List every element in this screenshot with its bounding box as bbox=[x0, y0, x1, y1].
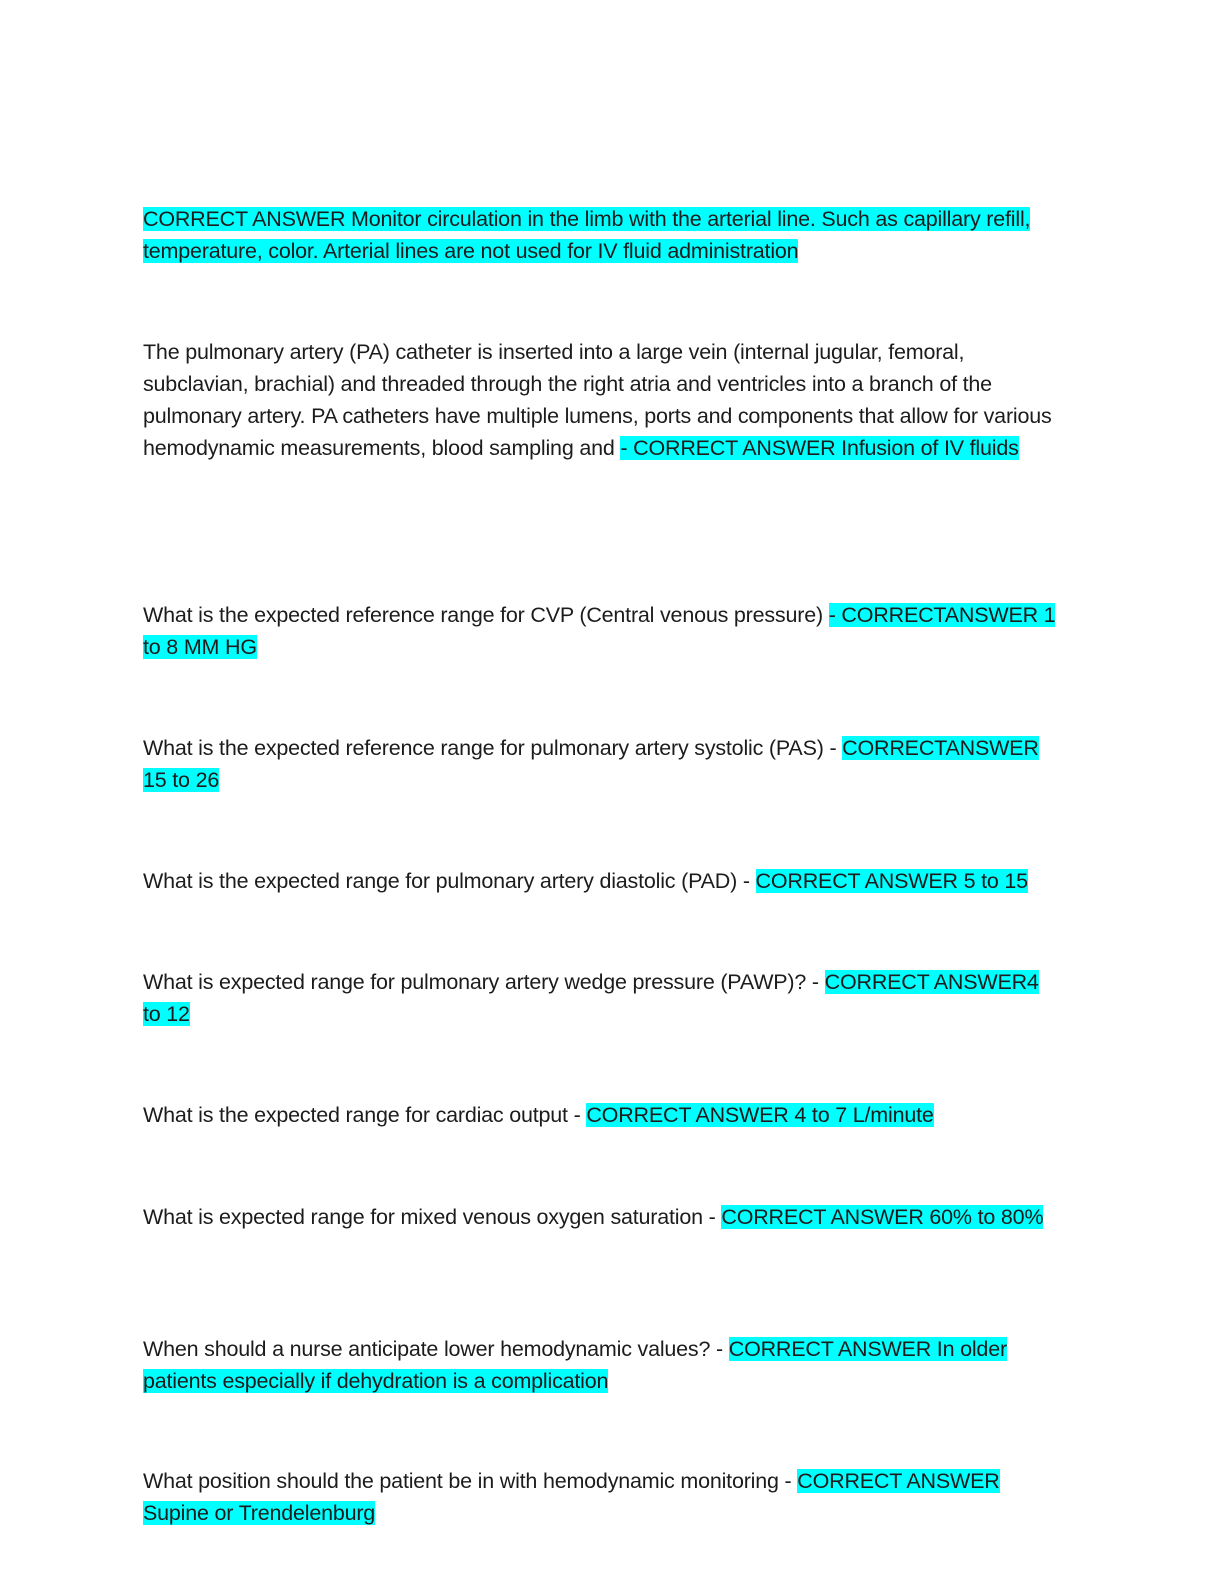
question-text: The pulmonary artery (PA) catheter is inserted into a large vein (internal jugular, femoral, subclavian, brachial) and threaded through the right atria and ventricles into a branch of the pulmonary artery. PA catheters have multiple lumens, ports and components that allow for various hemodynamic measurements, blood sampling and bbox=[143, 340, 1052, 460]
answer-highlight: CORRECT ANSWER In older patients especially if dehydration is a complication bbox=[143, 1337, 1007, 1393]
answer-highlight: CORRECT ANSWER 4 to 7 L/minute bbox=[586, 1103, 934, 1127]
question-text: What is the expected reference range for CVP (Central venous pressure) bbox=[143, 603, 829, 627]
qa-entry-8 bbox=[143, 1201, 1058, 1233]
question-text: When should a nurse anticipate lower hemodynamic values? - bbox=[143, 1337, 729, 1361]
qa-entry-1 bbox=[143, 203, 1058, 267]
answer-highlight: CORRECT ANSWER4 to 12 bbox=[143, 970, 1039, 1026]
question-text: What is expected range for pulmonary artery wedge pressure (PAWP)? - bbox=[143, 970, 825, 994]
answer-highlight: - CORRECTANSWER 1 to 8 MM HG bbox=[143, 603, 1056, 659]
answer-highlight: CORRECT ANSWER Supine or Trendelenburg bbox=[143, 1469, 1000, 1525]
qa-entry-3 bbox=[143, 599, 1058, 663]
qa-entry-5 bbox=[143, 865, 1058, 897]
qa-entry-9 bbox=[143, 1333, 1058, 1397]
qa-entry-2 bbox=[143, 336, 1058, 464]
qa-entry-6 bbox=[143, 966, 1058, 1030]
answer-highlight: CORRECTANSWER 15 to 26 bbox=[143, 736, 1039, 792]
question-text: What is the expected range for cardiac output - bbox=[143, 1103, 587, 1127]
answer-highlight: CORRECT ANSWER Monitor circulation in the limb with the arterial line. Such as capillary refill, temperature, color. Arterial lines are not used for IV fluid administration bbox=[143, 207, 1031, 263]
question-text: What is the expected range for pulmonary artery diastolic (PAD) - bbox=[143, 869, 756, 893]
qa-entry-4 bbox=[143, 732, 1058, 796]
answer-highlight: - CORRECT ANSWER Infusion of IV fluids bbox=[620, 436, 1019, 460]
answer-highlight: CORRECT ANSWER 60% to 80% bbox=[721, 1205, 1044, 1229]
question-text: What is expected range for mixed venous oxygen saturation - bbox=[143, 1205, 722, 1229]
question-text: What is the expected reference range for pulmonary artery systolic (PAS) - bbox=[143, 736, 843, 760]
qa-entry-7 bbox=[143, 1099, 1058, 1131]
question-text: What position should the patient be in with hemodynamic monitoring - bbox=[143, 1469, 798, 1493]
answer-highlight: CORRECT ANSWER 5 to 15 bbox=[755, 869, 1028, 893]
qa-entry-10 bbox=[143, 1465, 1058, 1529]
